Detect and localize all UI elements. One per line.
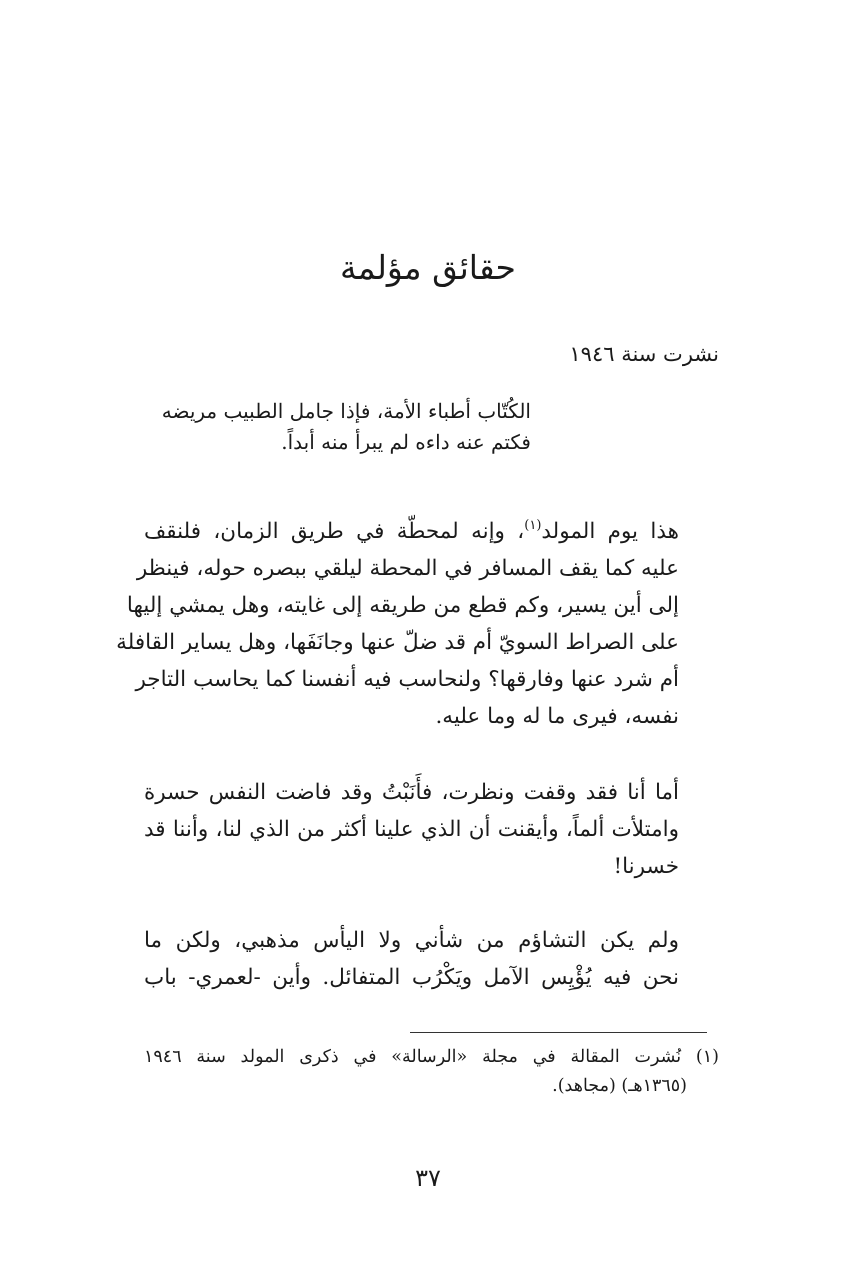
paragraph-line: عليه كما يقف المسافر في المحطة ليلقي ببصره حوله، فينظر bbox=[136, 556, 679, 581]
epigraph-line: الكُتّاب أطباء الأمة، فإذا جامل الطبيب مريضه bbox=[161, 399, 531, 423]
paragraph-line: أما أنا فقد وقفت ونظرت، فأَنَبْتُ وقد فاضت النفس حسرة bbox=[144, 780, 679, 805]
footnote-marker[interactable]: (١) bbox=[524, 518, 542, 533]
publication-note: نشرت سنة ١٩٤٦ bbox=[569, 342, 719, 366]
paragraph-3 bbox=[144, 922, 719, 996]
epigraph-line: فكتم عنه داءه لم يبرأ منه أبداً. bbox=[281, 430, 531, 454]
paragraph-line: على الصراط السويّ أم قد ضلّ عنها وجانَفَها، وهل يساير القافلة bbox=[116, 630, 679, 655]
footnote-line: (١) نُشرت المقالة في مجلة «الرسالة» في ذكرى المولد سنة ١٩٤٦ bbox=[144, 1047, 719, 1067]
paragraph-lead: هذا يوم المولد bbox=[541, 519, 679, 544]
chapter-title: حقائق مؤلمة bbox=[340, 248, 516, 287]
paragraph-2 bbox=[144, 774, 719, 885]
footnote bbox=[144, 1043, 719, 1101]
paragraph-line: أم شرد عنها وفارقها؟ ولنحاسب فيه أنفسنا كما يحاسب التاجر bbox=[135, 667, 679, 692]
page-number: ٣٧ bbox=[415, 1164, 441, 1192]
footnote-divider bbox=[410, 1032, 707, 1033]
paragraph-line: خسرنا! bbox=[613, 854, 679, 879]
paragraph-line: إلى أين يسير، وكم قطع من طريقه إلى غايته، وهل يمشي إليها bbox=[126, 593, 679, 618]
footnote-line: (١٣٦٥هـ) (مجاهد). bbox=[552, 1076, 687, 1096]
paragraph-line: نحن فيه يُؤْيِس الآمل ويَكْرُب المتفائل. وأين -لعمري- باب bbox=[144, 965, 679, 990]
paragraph-line bbox=[144, 507, 719, 550]
paragraph-line-rest: ، وإنه لمحطّة في طريق الزمان، فلنقف bbox=[144, 519, 525, 544]
paragraph-line: وامتلأت ألماً، وأيقنت أن الذي علينا أكثر من الذي لنا، وأننا قد bbox=[144, 817, 679, 842]
epigraph bbox=[131, 396, 531, 458]
paragraph-1 bbox=[116, 507, 719, 735]
paragraph-line: نفسه، فيرى ما له وما عليه. bbox=[435, 704, 679, 729]
paragraph-line: ولم يكن التشاؤم من شأني ولا اليأس مذهبي، ولكن ما bbox=[144, 928, 679, 953]
